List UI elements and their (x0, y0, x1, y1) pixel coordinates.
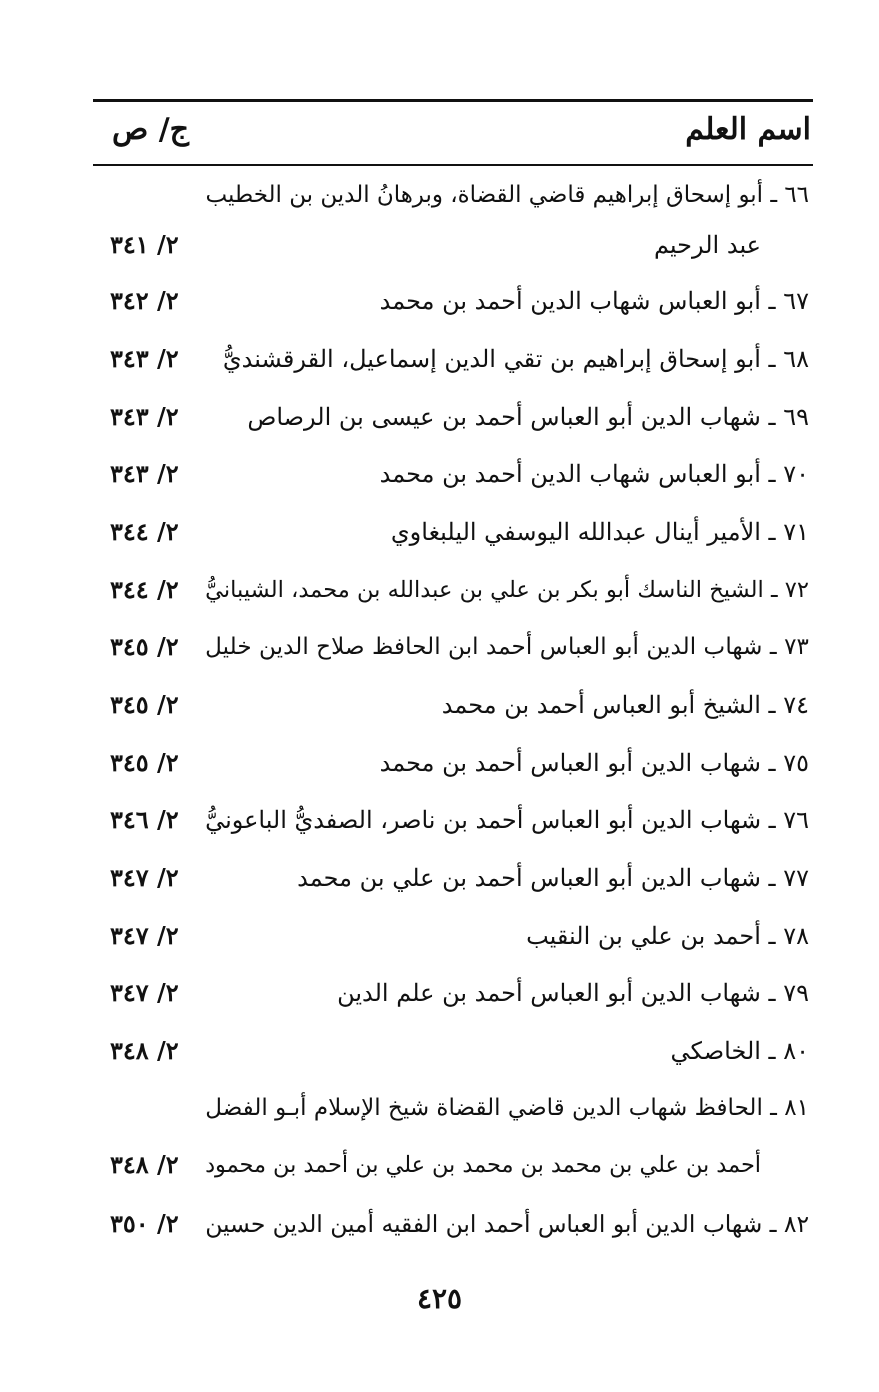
entry-reference: ٢/ ٣٤٥ (110, 632, 179, 661)
reference-column-header: ج/ ص (112, 112, 190, 147)
entry-name: ٨٢ ـ شهاب الدين أبو العباس أحمد ابن الفقيه أمين الدين حسين (205, 1210, 809, 1238)
entry-reference: ٢/ ٣٤٤ (110, 575, 179, 604)
entry-name: ٦٩ ـ شهاب الدين أبو العباس أحمد بن عيسى بن الرصاص (247, 403, 809, 431)
entry-reference: ٢/ ٣٤٣ (110, 459, 179, 488)
entry-reference: ٢/ ٣٤٥ (110, 748, 179, 777)
entry-reference: ٢/ ٣٤٨ (110, 1036, 179, 1065)
entry-name: ٧٧ ـ شهاب الدين أبو العباس أحمد بن علي بن محمد (297, 864, 809, 892)
entry-name-continuation: عبد الرحيم (653, 231, 761, 259)
entry-name: ٨٠ ـ الخاصكي (670, 1037, 809, 1065)
entry-name: ٦٦ ـ أبو إسحاق إبراهيم قاضي القضاة، وبرهانُ الدين بن الخطيب (205, 182, 809, 208)
entry-name-continuation: أحمد بن علي بن محمد بن محمد بن علي بن أحمد بن محمود (205, 1152, 761, 1178)
entry-name: ٦٧ ـ أبو العباس شهاب الدين أحمد بن محمد (379, 287, 809, 315)
entry-name: ٦٨ ـ أبو إسحاق إبراهيم بن تقي الدين إسماعيل، القرقشنديُّ (222, 345, 809, 373)
entry-reference: ٢/ ٣٥٠ (110, 1209, 179, 1238)
entry-reference: ٢/ ٣٤٢ (110, 286, 179, 315)
entry-name: ٧٢ ـ الشيخ الناسك أبو بكر بن علي بن عبدالله بن محمد، الشيبانيُّ (205, 577, 809, 603)
entry-reference: ٢/ ٣٤٥ (110, 690, 179, 719)
entry-reference: ٢/ ٣٤١ (110, 230, 179, 259)
entry-name: ٧٨ ـ أحمد بن علي بن النقيب (526, 922, 809, 950)
entry-reference: ٢/ ٣٤٦ (110, 805, 179, 834)
entry-reference: ٢/ ٣٤٣ (110, 344, 179, 373)
entry-reference: ٢/ ٣٤٧ (110, 978, 179, 1007)
entry-name: ٧٦ ـ شهاب الدين أبو العباس أحمد بن ناصر، الصفديُّ الباعونيُّ (205, 806, 809, 834)
entry-name: ٧٩ ـ شهاب الدين أبو العباس أحمد بن علم الدين (337, 979, 809, 1007)
entry-name: ٧١ ـ الأمير أينال عبدالله اليوسفي اليلبغاوي (390, 518, 809, 546)
entry-name: ٧٤ ـ الشيخ أبو العباس أحمد بن محمد (441, 691, 809, 719)
entry-reference: ٢/ ٣٤٧ (110, 921, 179, 950)
name-column-header: اسم العلم (685, 112, 811, 147)
entry-reference: ٢/ ٣٤٤ (110, 517, 179, 546)
entry-name: ٧٠ ـ أبو العباس شهاب الدين أحمد بن محمد (379, 460, 809, 488)
entry-name: ٨١ ـ الحافظ شهاب الدين قاضي القضاة شيخ الإسلام أبـو الفضل (205, 1095, 809, 1121)
entry-name: ٧٣ ـ شهاب الدين أبو العباس أحمد ابن الحافظ صلاح الدين خليل (205, 633, 809, 660)
page-number: ٤٢٥ (416, 1282, 463, 1315)
entry-name: ٧٥ ـ شهاب الدين أبو العباس أحمد بن محمد (379, 749, 809, 777)
entry-reference: ٢/ ٣٤٧ (110, 863, 179, 892)
entry-reference: ٢/ ٣٤٨ (110, 1150, 179, 1179)
entry-reference: ٢/ ٣٤٣ (110, 402, 179, 431)
